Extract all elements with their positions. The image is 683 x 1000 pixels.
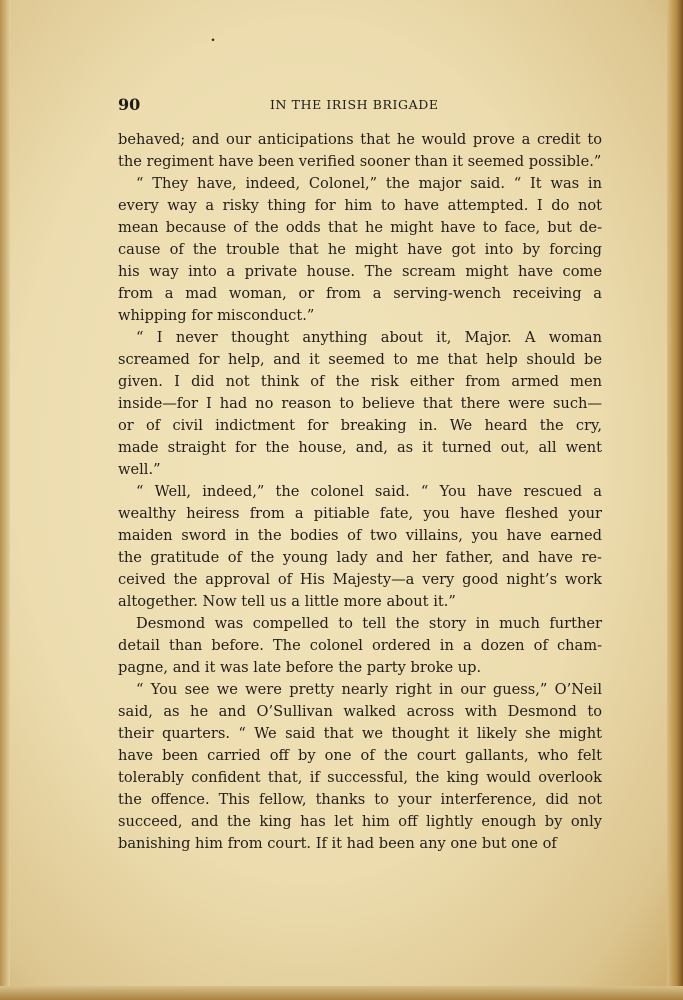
text-line: pagne, and it was late before the party broke up. [118,659,482,676]
text-line: screamed for help, and it seemed to me that help should be [118,351,602,368]
text-line: wealthy heiress from a pitiable fate, you have fleshed your [118,505,602,522]
text-line: cause of the trouble that he might have got into by forcing [118,241,602,258]
page-right-edge [667,0,683,1000]
text-line: “ They have, indeed, Colonel,” the major said. “ It was in [136,175,602,192]
text-line: detail than before. The colonel ordered in a dozen of cham- [118,637,602,654]
text-line: from a mad woman, or from a serving-wench receiving a [118,285,602,302]
text-line: succeed, and the king has let him off lightly enough by only [118,813,602,830]
text-line: “ I never thought anything about it, Major. A woman [136,329,602,346]
text-line: well.” [118,461,161,478]
text-line: or of civil indictment for breaking in. We heard the cry, [118,417,602,434]
text-line: given. I did not think of the risk either from armed men [118,373,602,390]
page-bottom-edge [0,986,683,1000]
text-line: behaved; and our anticipations that he would prove a credit to [118,131,602,148]
text-line: tolerably confident that, if successful, the king would overlook [118,769,602,786]
body-text [118,129,602,855]
text-line: “ You see we were pretty nearly right in our guess,” O’Neil [136,681,602,698]
text-line: Desmond was compelled to tell the story in much further [136,615,602,632]
text-line: his way into a private house. The scream might have come [118,263,602,280]
text-line: mean because of the odds that he might have to face, but de- [118,219,602,236]
text-line: altogether. Now tell us a little more about it.” [118,593,456,610]
text-line: whipping for misconduct.” [118,307,315,324]
text-line: the regiment have been verified sooner than it seemed possible.” [118,153,602,170]
page-left-edge [0,0,10,1000]
text-line: “ Well, indeed,” the colonel said. “ You have rescued a [136,483,602,500]
page-header [118,95,602,115]
page-number: 90 [118,95,141,114]
text-line: inside—for I had no reason to believe that there were such— [118,395,602,412]
text-line: the offence. This fellow, thanks to your interference, did not [118,791,602,808]
text-line: ceived the approval of His Majesty—a very good night’s work [118,571,602,588]
ink-mark: • [208,35,219,47]
text-line: said, as he and O’Sullivan walked across with Desmond to [118,703,602,720]
text-line: every way a risky thing for him to have attempted. I do not [118,197,602,214]
running-title: IN THE IRISH BRIGADE [270,97,439,112]
text-line: maiden sword in the bodies of two villains, you have earned [118,527,602,544]
text-line: their quarters. “ We said that we thought it likely she might [118,725,602,742]
text-line: have been carried off by one of the court gallants, who felt [118,747,602,764]
text-line: banishing him from court. If it had been any one but one of [118,835,557,852]
text-line: the gratitude of the young lady and her father, and have re- [118,549,602,566]
text-line: made straight for the house, and, as it turned out, all went [118,439,602,456]
